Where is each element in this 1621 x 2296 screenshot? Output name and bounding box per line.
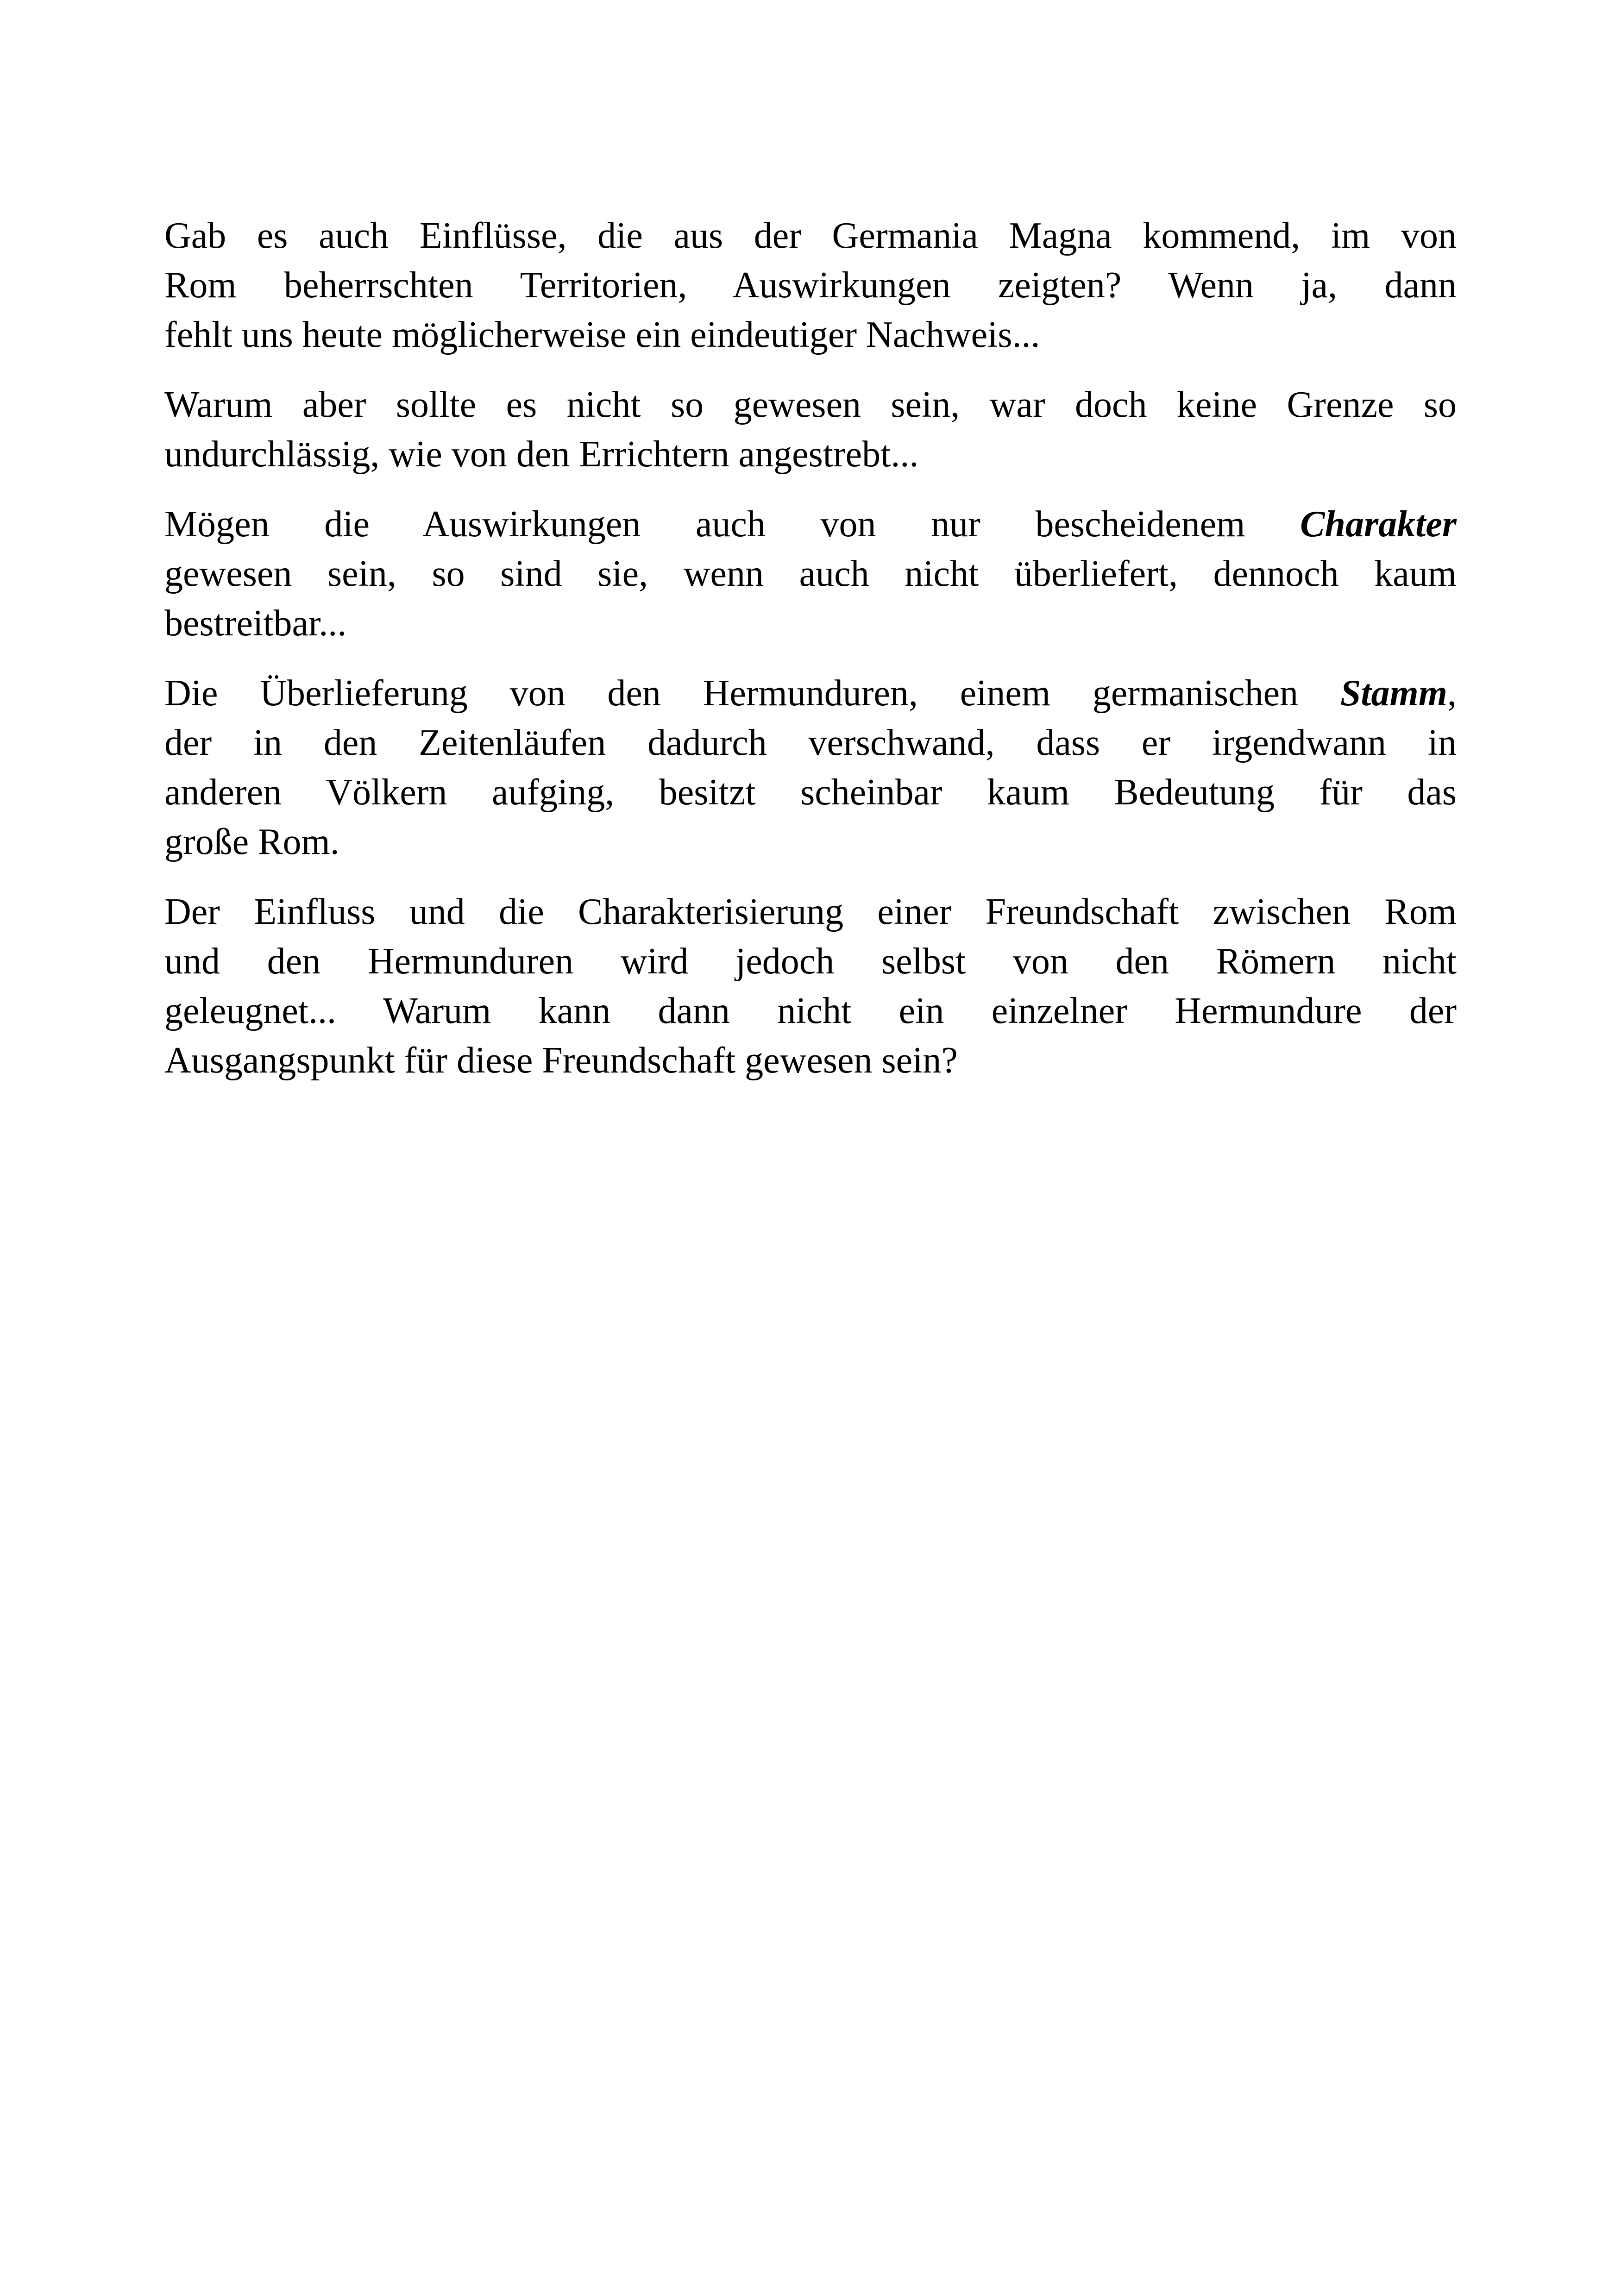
text-line (164, 380, 1457, 430)
text-line (164, 937, 1457, 986)
emphasis-text: Charakter (1300, 504, 1457, 545)
text-run: fehlt uns heute möglicherweise ein eindeutiger Nachweis... (164, 314, 1040, 355)
text-run: anderen Völkern aufging, besitzt scheinbar kaum Bedeutung für das (164, 772, 1457, 813)
text-line (164, 669, 1457, 718)
text-line (164, 549, 1457, 599)
paragraph-2 (164, 380, 1457, 479)
text-run: geleugnet... Warum kann dann nicht ein einzelner Hermundure der (164, 991, 1457, 1031)
text-run: Der Einfluss und die Charakterisierung einer Freundschaft zwischen Rom (164, 891, 1457, 932)
text-run: der in den Zeitenläufen dadurch verschwand, dass er irgendwann in (164, 722, 1457, 763)
text-run: Rom beherrschten Territorien, Auswirkungen zeigten? Wenn ja, dann (164, 265, 1457, 306)
text-line (164, 599, 1457, 648)
text-line (164, 310, 1457, 360)
paragraph-5 (164, 887, 1457, 1085)
text-run: große Rom. (164, 822, 339, 862)
text-line (164, 1036, 1457, 1085)
text-line (164, 768, 1457, 817)
paragraph-3 (164, 500, 1457, 648)
text-run: Mögen die Auswirkungen auch von nur bescheidenem (164, 504, 1301, 545)
text-run: bestreitbar... (164, 603, 347, 644)
emphasis-text: Stamm (1340, 673, 1447, 714)
text-line (164, 887, 1457, 937)
text-run: gewesen sein, so sind sie, wenn auch nicht überliefert, dennoch kaum (164, 553, 1457, 594)
text-run: undurchlässig, wie von den Errichtern angestrebt... (164, 434, 919, 475)
text-line (164, 211, 1457, 261)
paragraph-1 (164, 211, 1457, 360)
text-run: Gab es auch Einflüsse, die aus der Germania Magna kommend, im von (164, 215, 1457, 256)
text-run: Die Überlieferung von den Hermunduren, einem germanischen (164, 673, 1340, 714)
text-run: , (1447, 673, 1457, 714)
text-line (164, 986, 1457, 1036)
text-block (164, 211, 1457, 1085)
text-line (164, 430, 1457, 479)
text-run: Warum aber sollte es nicht so gewesen sein, war doch keine Grenze so (164, 384, 1457, 425)
text-line (164, 718, 1457, 768)
text-line (164, 817, 1457, 867)
paragraph-4 (164, 669, 1457, 867)
text-run: und den Hermunduren wird jedoch selbst von den Römern nicht (164, 941, 1457, 982)
text-line (164, 261, 1457, 310)
text-run: Ausgangspunkt für diese Freundschaft gewesen sein? (164, 1040, 958, 1081)
text-line (164, 500, 1457, 549)
